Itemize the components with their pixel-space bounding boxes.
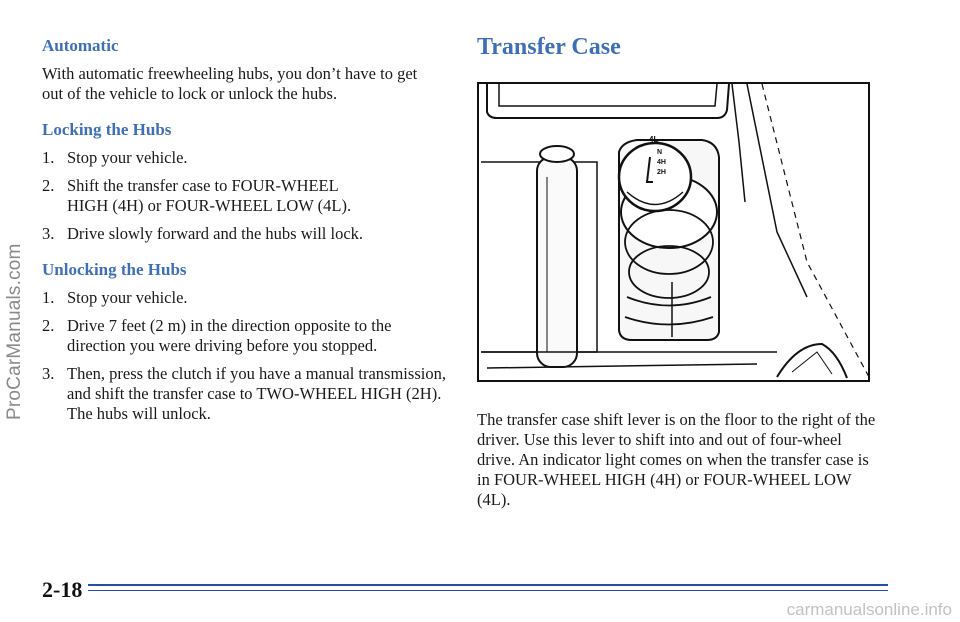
step-number: 2. [42, 316, 55, 335]
automatic-heading: Automatic [42, 36, 119, 55]
unlocking-hubs-heading: Unlocking the Hubs [42, 260, 187, 279]
unlocking-steps-list [42, 288, 446, 432]
locking-hubs-heading: Locking the Hubs [42, 120, 172, 139]
unlocking-step [42, 316, 442, 356]
transfer-case-illustration [477, 82, 870, 382]
step-text: Shift the transfer case to FOUR-WHEEL HIGH (4H) or FOUR-WHEEL LOW (4L). [67, 176, 352, 215]
step-number: 3. [42, 364, 55, 383]
locking-steps-list [42, 148, 412, 252]
step-number: 1. [42, 288, 55, 307]
transfer-case-caption: The transfer case shift lever is on the floor to the right of the driver. Use this lever to shift into and out of four-wheel drive. An indicator light comes on when the transfer case is in FOUR-WHEEL HIGH (4H) or FOUR-WHEEL LOW (4L). [477, 410, 876, 509]
step-text: Stop your vehicle. [67, 148, 188, 167]
step-text: Stop your vehicle. [67, 288, 188, 307]
footer-rule-bottom [88, 590, 888, 591]
step-text: Then, press the clutch if you have a manual transmission, and shift the transfer case to TWO-WHEEL HIGH (2H). The hubs will unlock. [67, 364, 446, 423]
step-text: Drive 7 feet (2 m) in the direction opposite to the direction you were driving before you stopped. [67, 316, 392, 355]
locking-step [42, 176, 367, 216]
page-number: 2-18 [42, 577, 83, 602]
step-number: 3. [42, 224, 55, 243]
footer-rule-top [88, 584, 888, 586]
step-number: 1. [42, 148, 55, 167]
bottom-watermark: carmanualsonline.info [786, 600, 952, 619]
knob-label-4h: 4H [657, 159, 666, 166]
shift-lever-drawing [477, 82, 870, 382]
locking-step [42, 148, 412, 168]
knob-label-4l: 4L [649, 135, 659, 144]
locking-step [42, 224, 412, 244]
knob-label-n: N [657, 149, 663, 156]
knob-label-2h: 2H [657, 169, 666, 176]
unlocking-step [42, 288, 427, 308]
unlocking-step [42, 364, 452, 424]
transfer-case-heading: Transfer Case [477, 34, 621, 60]
side-watermark: ProCarManuals.com [4, 243, 25, 420]
step-text: Drive slowly forward and the hubs will lock. [67, 224, 364, 243]
step-number: 2. [42, 176, 55, 195]
automatic-paragraph: With automatic freewheeling hubs, you don’t have to get out of the vehicle to lock or unlock the hubs. [42, 64, 418, 103]
